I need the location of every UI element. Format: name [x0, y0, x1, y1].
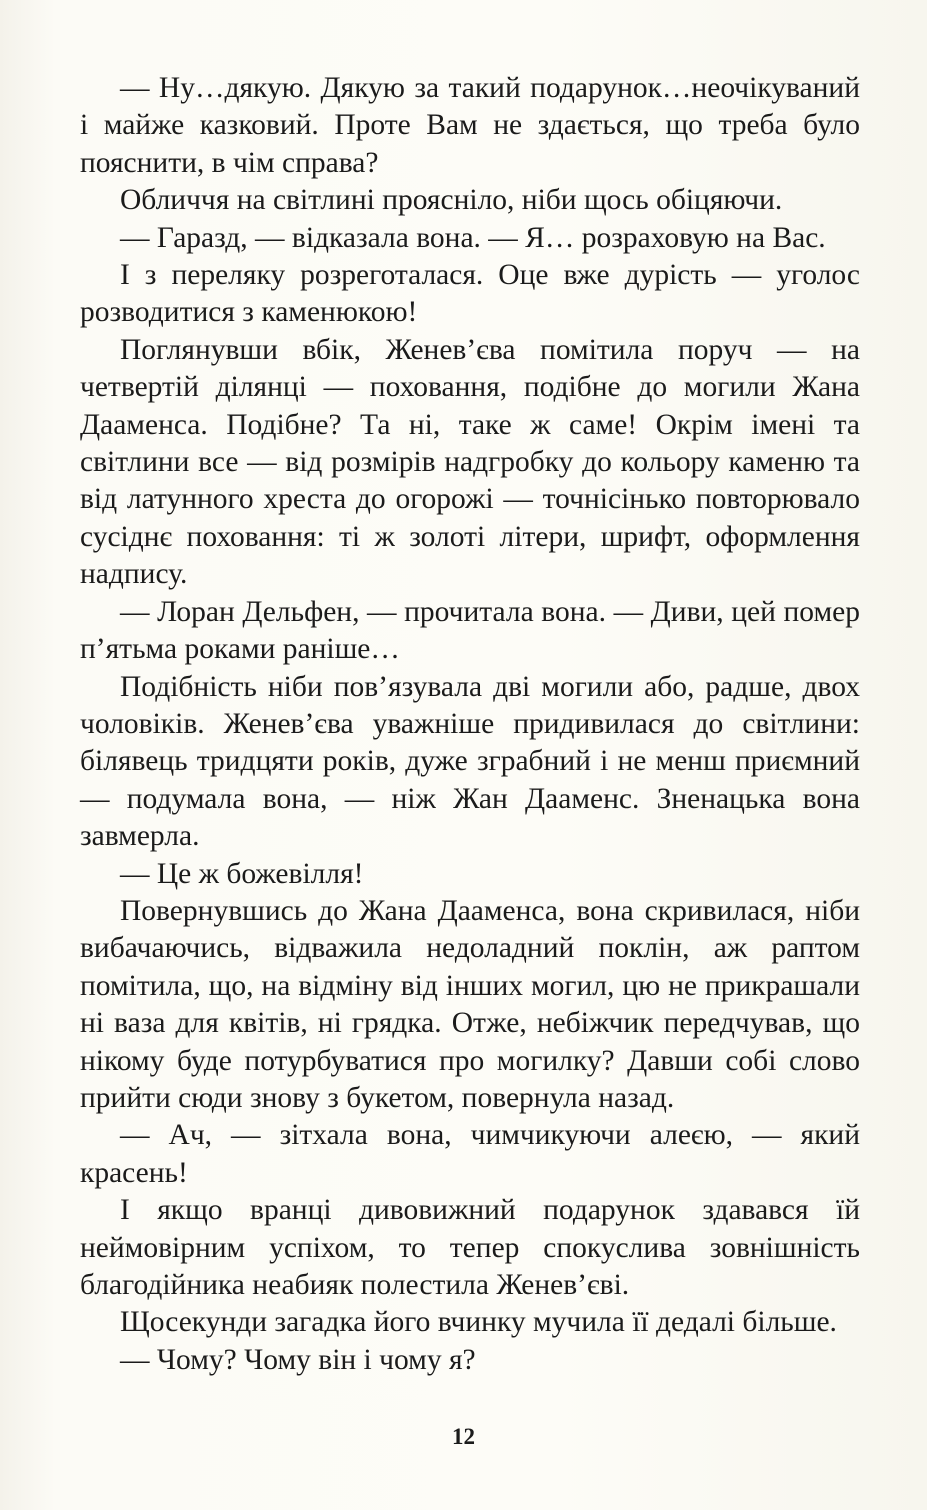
- page-number: 12: [452, 1424, 475, 1449]
- paragraph: Повернувшись до Жана Дааменса, вона скривилася, ніби вибачаючись, відважила недоладний поклін, аж раптом помітила, що, на відміну від інших могил, цю не прикрашали ні ваза для квітів, ні грядка. Отже, небіжчик передчував, що нікому буде потурбуватися про могилку? Давши собі слово прийти сюди знову з букетом, повернула назад.: [80, 894, 860, 1114]
- paragraph: Подібність ніби пов’язувала дві могили або, радше, двох чоловіків. Женев’єва уважніше придивилася до світлини: білявець тридцяти років, дуже зграбний і не менш приємний — подумала вона, — ніж Жан Дааменс. Зненацька вона завмерла.: [80, 670, 860, 853]
- paragraph: — Ну…дякую. Дякую за такий подарунок…неочікуваний і майже казковий. Проте Вам не здається, що треба було пояснити, в чім справа?: [80, 72, 860, 179]
- paragraph: Обличчя на світлині прояснілo, ніби щось обіцяючи.: [120, 184, 783, 217]
- paragraph: Щосекунди загадка його вчинку мучила її дедалі більше.: [120, 1306, 837, 1339]
- paragraph: — Лоран Дельфен, — прочитала вона. — Диви, цей помер п’ятьма роками раніше…: [80, 595, 860, 666]
- paragraph: І якщо вранці дивовижний подарунок здавався їй неймовірним успіхом, то тепер спокуслива зовнішність благодійника неабияк полестила Женев’єві.: [80, 1194, 860, 1301]
- body-text: [80, 70, 860, 1379]
- paragraph: — Це ж божевілля!: [120, 857, 364, 890]
- paragraph: — Чому? Чому він і чому я?: [120, 1343, 476, 1376]
- paragraph: — Ач, — зітхала вона, чимчикуючи алеєю, — який красень!: [80, 1119, 860, 1189]
- paragraph: Поглянувши вбік, Женев’єва помітила поруч — на четвертій ділянці — поховання, подібне до могили Жана Дааменса. Подібне? Та ні, таке ж саме! Окрім імені та світлини все — від розмірів надгробку до кольору каменю та від латунного хреста до огорожі — точнісінько повторювало сусіднє поховання: ті ж золоті літери, шрифт, оформлення надпису.: [80, 333, 860, 591]
- paragraph: І з переляку розреготалася. Оце вже дурість — уголос розводитися з каменюкою!: [80, 259, 860, 329]
- paragraph: — Гаразд, — відказала вона. — Я… розраховую на Вас.: [120, 221, 826, 254]
